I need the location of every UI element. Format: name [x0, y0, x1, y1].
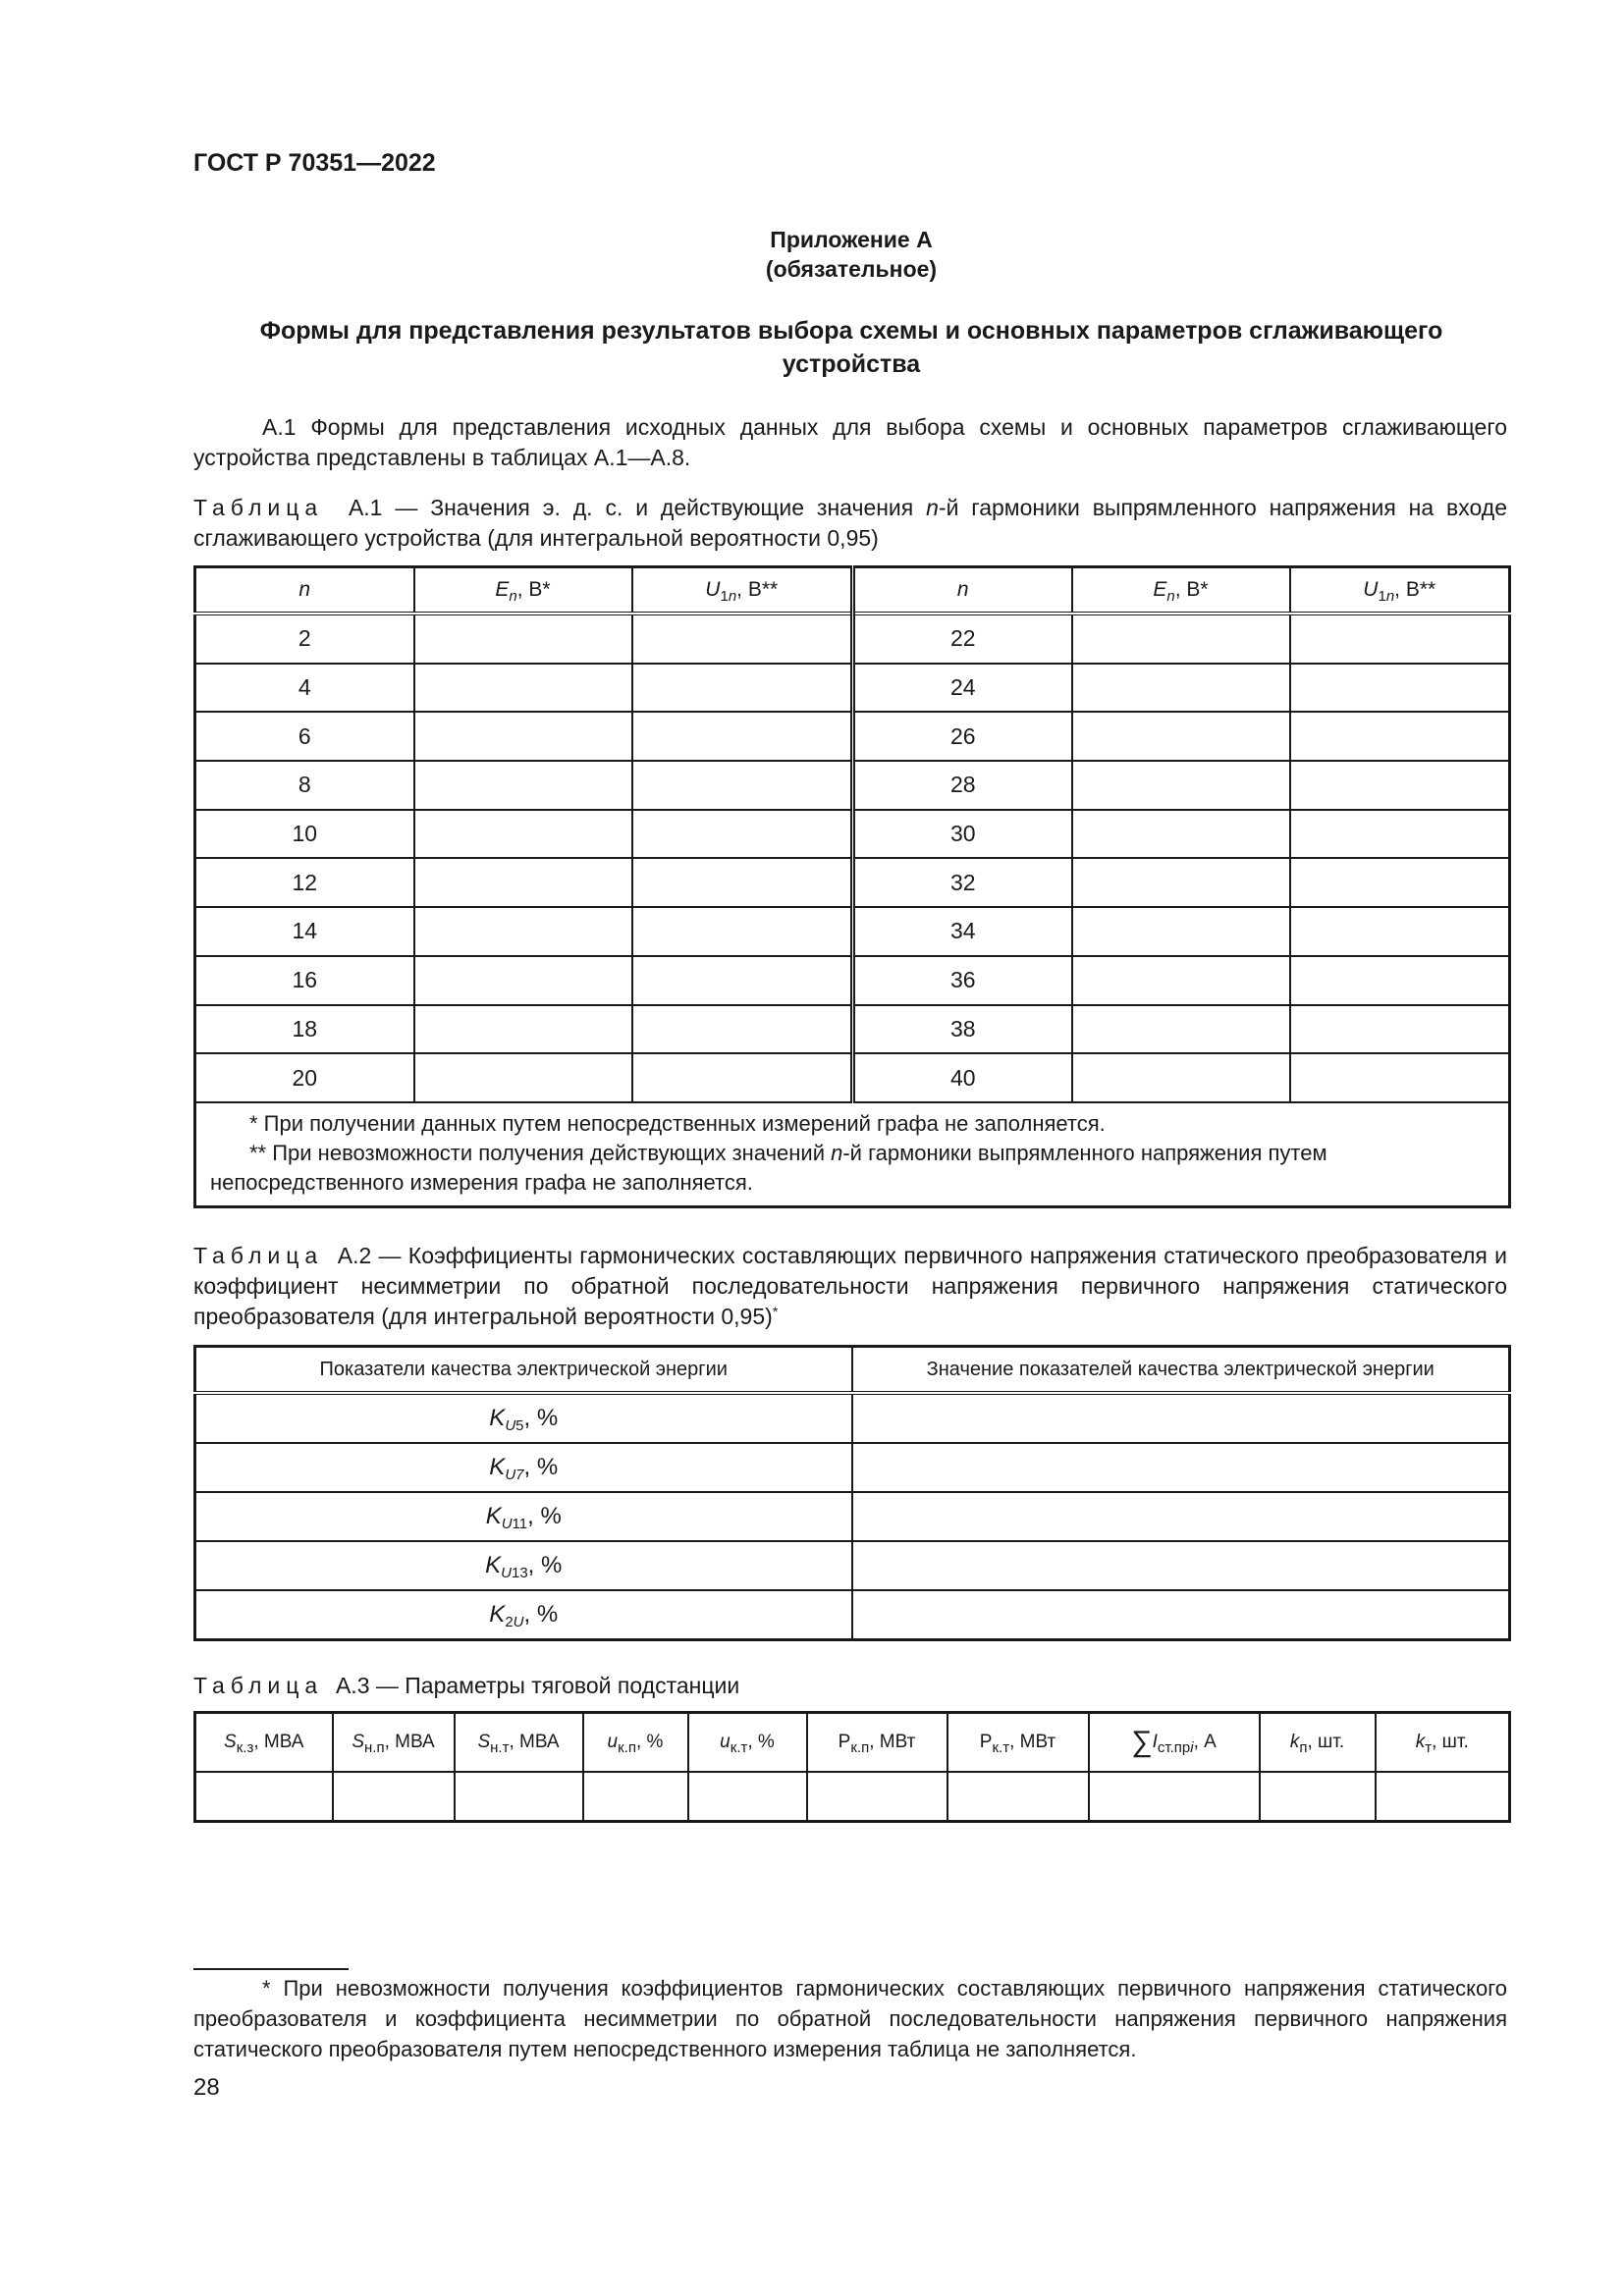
n-cell: 32: [853, 858, 1072, 907]
table-notes-row: [195, 1102, 1510, 1207]
table1-label: Таблица: [193, 495, 324, 520]
indicator-k2u: $K_{2U}$, %: [195, 1590, 852, 1640]
table-row: [195, 1053, 1510, 1102]
col-header-snt: $S_{н.т}$, МВА: [455, 1713, 583, 1773]
table-row: [195, 956, 1510, 1005]
col-header-pkp: $Р_{к.п}$, МВт: [807, 1713, 947, 1773]
value-cell: [414, 1005, 632, 1054]
n-cell: 38: [853, 1005, 1072, 1054]
col-header-snp: $S_{н.п}$, МВА: [333, 1713, 455, 1773]
value-cell: [1290, 1053, 1510, 1102]
value-cell: [414, 858, 632, 907]
value-cell: [632, 1053, 853, 1102]
col-header-values: Значение показателей качества электрической энергии: [852, 1347, 1510, 1394]
table2-label: Таблица: [193, 1243, 324, 1268]
table2-caption: Таблица А.2 — Коэффициенты гармонических составляющих первичного напряжения статического преобразователя и коэффициент несимметрии по обратной последовательности напряжения первичного напряжения статического преобразователя (для интегральной вероятности 0,95)*: [193, 1243, 1507, 1329]
n-cell: 22: [853, 614, 1072, 664]
value-cell: [414, 664, 632, 713]
value-cell: [1089, 1772, 1260, 1822]
table-row: [195, 1590, 1510, 1640]
value-cell: [632, 761, 853, 810]
n-cell: 34: [853, 907, 1072, 956]
value-cell: [1376, 1772, 1510, 1822]
page-number: 28: [193, 2074, 220, 2101]
table-row: [195, 810, 1510, 859]
value-cell: [1072, 712, 1290, 761]
value-cell: [1072, 1005, 1290, 1054]
value-cell: [1072, 956, 1290, 1005]
annex-status: (обязательное): [765, 256, 938, 282]
n-cell: 2: [195, 614, 414, 664]
value-cell: [1290, 664, 1510, 713]
value-cell: [1290, 907, 1510, 956]
value-cell: [852, 1393, 1510, 1443]
value-cell: [414, 614, 632, 664]
table-header-row: [195, 567, 1510, 614]
col-header-sum-i: $\sum I_{ст.прi}$, А: [1089, 1713, 1260, 1773]
value-cell: [1290, 858, 1510, 907]
note-2: ** При невозможности получения действующих значений n-й гармоники выпрямленного напряжения путем непосредственного измерения графа не заполняется.: [210, 1140, 1327, 1195]
table-row: [195, 1005, 1510, 1054]
value-cell: [632, 907, 853, 956]
n-cell: 40: [853, 1053, 1072, 1102]
n-cell: 24: [853, 664, 1072, 713]
col-header-kp: $k_п$, шт.: [1260, 1713, 1376, 1773]
value-cell: [195, 1772, 333, 1822]
n-cell: 26: [853, 712, 1072, 761]
value-cell: [632, 858, 853, 907]
footnote: * При невозможности получения коэффициентов гармонических составляющих первичного напряжения статического преобразователя и коэффициента несимметрии по обратной последовательности напряжения первичного напряжения статического преобразователя путем непосредственного измерения таблица не заполняется.: [193, 1976, 1507, 2061]
n-cell: 10: [195, 810, 414, 859]
n-cell: 8: [195, 761, 414, 810]
n-cell: 18: [195, 1005, 414, 1054]
table3-label: Таблица: [193, 1673, 324, 1698]
indicator-ku13: $K_{U13}$, %: [195, 1541, 852, 1590]
value-cell: [632, 614, 853, 664]
col-header-ukt: $u_{к.т}$, %: [688, 1713, 807, 1773]
table-row: [195, 761, 1510, 810]
value-cell: [414, 907, 632, 956]
col-header-u1n: $U_{1n}$, В**: [1290, 567, 1510, 614]
table-header-row: [195, 1713, 1510, 1773]
table-row: [195, 907, 1510, 956]
annex-title: Приложение А: [770, 227, 933, 252]
value-cell: [852, 1443, 1510, 1492]
value-cell: [947, 1772, 1089, 1822]
value-cell: [1290, 810, 1510, 859]
col-header-n: n: [195, 567, 414, 614]
table-a2: [193, 1345, 1511, 1641]
value-cell: [414, 1053, 632, 1102]
table-row: [195, 1443, 1510, 1492]
n-cell: 28: [853, 761, 1072, 810]
intro-paragraph: А.1 Формы для представления исходных данных для выбора схемы и основных параметров сглаживающего устройства представлены в таблицах А.1—А.8.: [193, 414, 1507, 470]
col-header-indicators: Показатели качества электрической энергии: [195, 1347, 852, 1394]
table-row: [195, 1772, 1510, 1822]
table-row: [195, 1541, 1510, 1590]
value-cell: [1290, 712, 1510, 761]
table-row: [195, 712, 1510, 761]
value-cell: [632, 956, 853, 1005]
table1-caption: Таблица А.1 — Значения э. д. с. и действующие значения n-й гармоники выпрямленного напряжения на входе сглаживающего устройства (для интегральной вероятности 0,95): [193, 495, 1507, 551]
n-cell: 14: [195, 907, 414, 956]
value-cell: [414, 810, 632, 859]
table-a1: [193, 565, 1511, 1208]
table-header-row: [195, 1347, 1510, 1394]
table-row: [195, 858, 1510, 907]
col-header-ukp: $u_{к.п}$, %: [583, 1713, 688, 1773]
table-row: [195, 1492, 1510, 1541]
value-cell: [852, 1541, 1510, 1590]
indicator-ku5: $K_{U5}$, %: [195, 1393, 852, 1443]
n-cell: 20: [195, 1053, 414, 1102]
n-cell: 4: [195, 664, 414, 713]
value-cell: [414, 956, 632, 1005]
value-cell: [1072, 907, 1290, 956]
n-cell: 16: [195, 956, 414, 1005]
value-cell: [1072, 858, 1290, 907]
value-cell: [1290, 1005, 1510, 1054]
value-cell: [807, 1772, 947, 1822]
value-cell: [852, 1590, 1510, 1640]
table-a3: [193, 1711, 1511, 1823]
col-header-en: $E_n$, В*: [414, 567, 632, 614]
indicator-ku11: $K_{U11}$, %: [195, 1492, 852, 1541]
note-1: * При получении данных путем непосредственных измерений графа не заполняется.: [249, 1110, 1106, 1136]
n-cell: 6: [195, 712, 414, 761]
standard-designation: ГОСТ Р 70351—2022: [193, 149, 436, 177]
value-cell: [583, 1772, 688, 1822]
table3-caption: Таблица А.3 — Параметры тяговой подстанции: [193, 1673, 740, 1698]
value-cell: [414, 712, 632, 761]
value-cell: [852, 1492, 1510, 1541]
section-title: Формы для представления результатов выбора схемы и основных параметров сглаживающего устройства: [259, 317, 1443, 378]
indicator-ku7: $K_{U7}$, %: [195, 1443, 852, 1492]
footnote-separator: [193, 1968, 349, 1970]
col-header-en: $E_n$, В*: [1072, 567, 1290, 614]
value-cell: [632, 664, 853, 713]
col-header-skz: $S_{к.з}$, МВА: [195, 1713, 333, 1773]
value-cell: [1290, 761, 1510, 810]
value-cell: [1072, 810, 1290, 859]
col-header-pkt: $Р_{к.т}$, МВт: [947, 1713, 1089, 1773]
value-cell: [1072, 664, 1290, 713]
table-notes: [195, 1102, 1510, 1207]
value-cell: [1072, 614, 1290, 664]
value-cell: [632, 810, 853, 859]
col-header-kt: $k_т$, шт.: [1376, 1713, 1510, 1773]
value-cell: [1072, 761, 1290, 810]
col-header-n: n: [853, 567, 1072, 614]
table-row: [195, 614, 1510, 664]
n-cell: 30: [853, 810, 1072, 859]
table-row: [195, 664, 1510, 713]
value-cell: [632, 1005, 853, 1054]
value-cell: [1290, 956, 1510, 1005]
value-cell: [414, 761, 632, 810]
value-cell: [455, 1772, 583, 1822]
value-cell: [688, 1772, 807, 1822]
value-cell: [1290, 614, 1510, 664]
col-header-u1n: $U_{1n}$, В**: [632, 567, 853, 614]
value-cell: [632, 712, 853, 761]
value-cell: [1260, 1772, 1376, 1822]
table-row: [195, 1393, 1510, 1443]
value-cell: [1072, 1053, 1290, 1102]
value-cell: [333, 1772, 455, 1822]
n-cell: 36: [853, 956, 1072, 1005]
n-cell: 12: [195, 858, 414, 907]
